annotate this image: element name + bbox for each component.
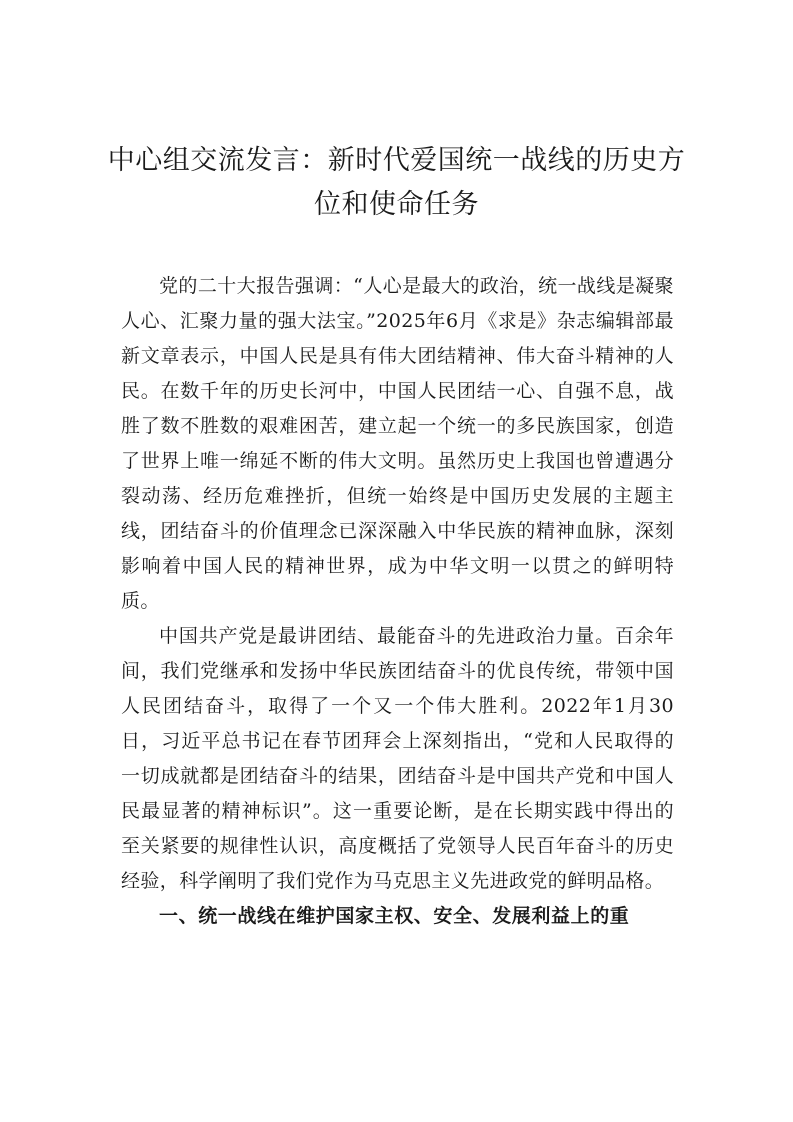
section-heading: 一、统一战线在维护国家主权、安全、发展利益上的重 — [159, 905, 630, 927]
document-body — [121, 269, 674, 934]
document-title: 中心组交流发言：新时代爱国统一战线的历史方位和使命任务 — [107, 145, 686, 220]
body-paragraph: 党的二十大报告强调：“人心是最大的政治，统一战线是凝聚人心、汇聚力量的强大法宝。”2025年6月《求是》杂志编辑部最新文章表示，中国人民是具有伟大团结精神、伟大奋斗精神的人民。在数千年的历史长河中，中国人民团结一心、自强不息，战胜了数不胜数的艰难困苦，建立起一个统一的多民族国家，创造了世界上唯一绵延不断的伟大文明。虽然历史上我国也曾遭遇分裂动荡、经历危难挫折，但统一始终是中国历史发展的主题主线，团结奋斗的价值理念已深深融入中华民族的精神血脉，深刻影响着中国人民的精神世界，成为中华文明一以贯之的鲜明特质。 — [121, 275, 674, 612]
body-paragraph: 中国共产党是最讲团结、最能奋斗的先进政治力量。百余年间，我们党继承和发扬中华民族团结奋斗的优良传统，带领中国人民团结奋斗，取得了一个又一个伟大胜利。2022年1月30日，习近平总书记在春节团拜会上深刻指出，“党和人民取得的一切成就都是团结奋斗的结果，团结奋斗是中国共产党和中国人民最显著的精神标识”。这一重要论断，是在长期实践中得出的至关紧要的规律性认识，高度概括了党领导人民百年奋斗的历史经验，科学阐明了我们党作为马克思主义先进政党的鲜明品格。 — [121, 625, 674, 892]
